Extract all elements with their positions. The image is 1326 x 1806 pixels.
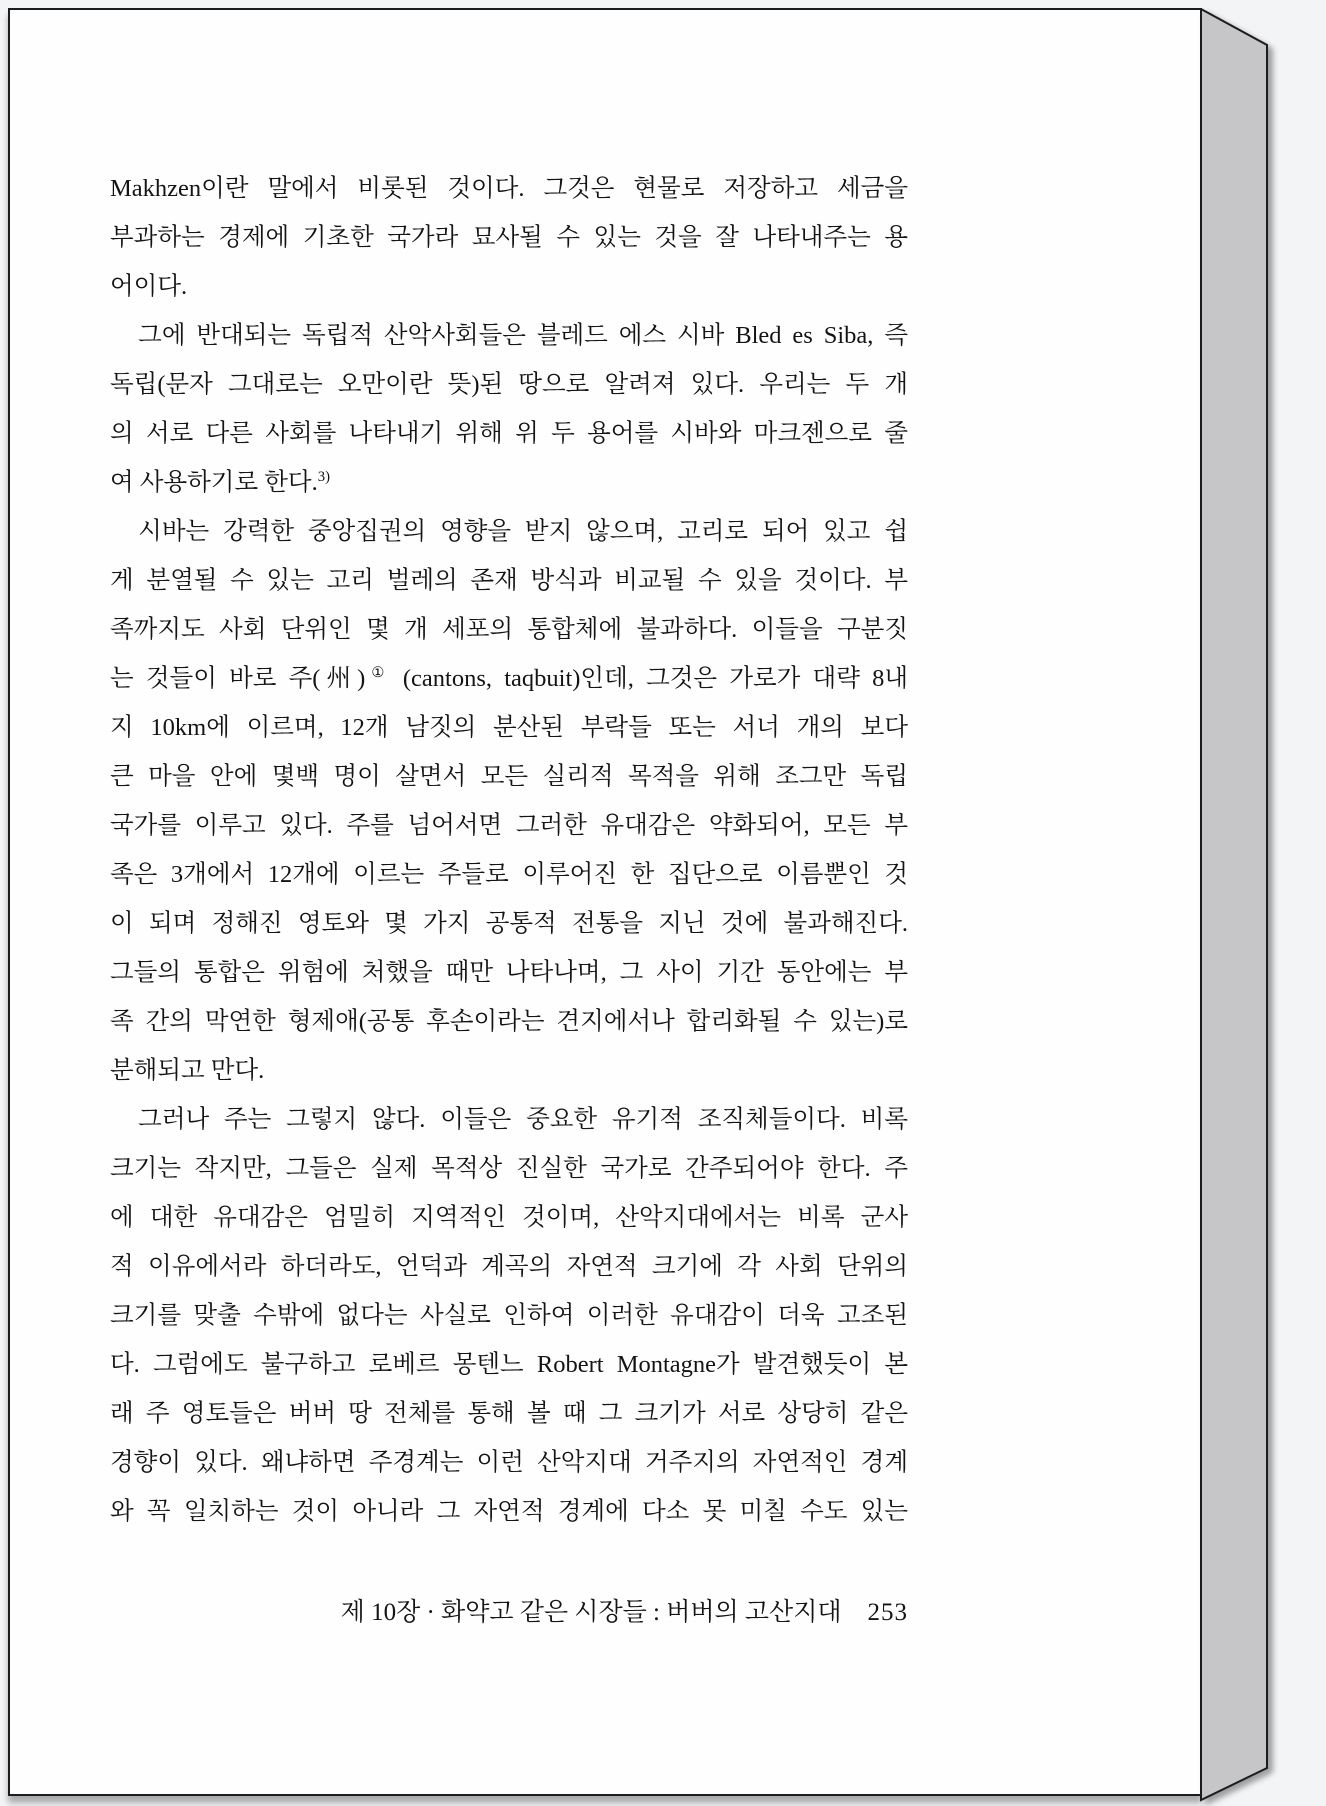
text-line: 다. 그럼에도 불구하고 로베르 몽텐느 Robert Montagne가 발견했듯이 본 <box>110 1351 908 1378</box>
text-line: 어이다. <box>110 273 188 300</box>
footnote-marker: 3) <box>317 468 330 485</box>
text-line: 큰 마을 안에 몇백 명이 살면서 모든 실리적 목적을 위해 조그만 독립 <box>110 763 908 790</box>
text-line: 게 분열될 수 있는 고리 벌레의 존재 방식과 비교될 수 있을 것이다. 부 <box>110 567 908 594</box>
text-line: 크기를 맞출 수밖에 없다는 사실로 인하여 이러한 유대감이 더욱 고조된 <box>110 1302 908 1329</box>
text-line: 여 사용하기로 한다.$^{3)}$ <box>110 468 330 496</box>
text-line: 이 되며 정해진 영토와 몇 가지 공통적 전통을 지닌 것에 불과해진다. <box>110 910 908 937</box>
text-line: 분해되고 만다. <box>110 1057 265 1084</box>
text-line: 그들의 통합은 위험에 처했을 때만 나타나며, 그 사이 기간 동안에는 부 <box>110 959 908 986</box>
footnote-marker: ① <box>365 664 391 681</box>
text-line: 족까지도 사회 단위인 몇 개 세포의 통합체에 불과하다. 이들을 구분짓 <box>110 616 908 643</box>
text-line: 시바는 강력한 중앙집권의 영향을 받지 않으며, 고리로 되어 있고 쉽 <box>138 518 908 545</box>
text-line: Makhzen이란 말에서 비롯된 것이다. 그것은 현물로 저장하고 세금을 <box>110 175 908 202</box>
text-line: 지 10km에 이르며, 12개 남짓의 분산된 부락들 또는 서너 개의 보다 <box>110 714 908 741</box>
text-line: 그러나 주는 그렇지 않다. 이들은 중요한 유기적 조직체들이다. 비록 <box>138 1106 908 1133</box>
text-line: 족은 3개에서 12개에 이르는 주들로 이루어진 한 집단으로 이름뿐인 것 <box>110 861 908 888</box>
text-line: 는 것들이 바로 주(州)① (cantons, taqbuit)인데, 그것은 가로가 대략 8내 <box>110 664 908 692</box>
running-title: 제 10장 · 화약고 같은 시장들 : 버버의 고산지대 <box>340 1599 842 1626</box>
text-line: 와 꼭 일치하는 것이 아니라 그 자연적 경계에 다소 못 미칠 수도 있는 <box>110 1498 908 1525</box>
text-line: 부과하는 경제에 기초한 국가라 묘사될 수 있는 것을 잘 나타내주는 용 <box>110 224 908 251</box>
text-line: 크기는 작지만, 그들은 실제 목적상 진실한 국가로 간주되어야 한다. 주 <box>110 1155 908 1182</box>
text-block <box>110 164 908 1536</box>
text-line: 독립(문자 그대로는 오만이란 뜻)된 땅으로 알려져 있다. 우리는 두 개 <box>110 371 908 398</box>
page-footer <box>110 1592 908 1628</box>
text-line: 의 서로 다른 사회를 나타내기 위해 위 두 용어를 시바와 마크젠으로 줄 <box>110 420 908 447</box>
text-line: 적 이유에서라 하더라도, 언덕과 계곡의 자연적 크기에 각 사회 단위의 <box>110 1253 908 1280</box>
text-line: 에 대한 유대감은 엄밀히 지역적인 것이며, 산악지대에서는 비록 군사 <box>110 1204 908 1231</box>
text-line: 국가를 이루고 있다. 주를 넘어서면 그러한 유대감은 약화되어, 모든 부 <box>110 812 908 839</box>
text-line: 래 주 영토들은 버버 땅 전체를 통해 볼 때 그 크기가 서로 상당히 같은 <box>110 1400 908 1427</box>
book-page <box>8 8 1202 1796</box>
text-line: 족 간의 막연한 형제애(공통 후손이라는 견지에서나 합리화될 수 있는)로 <box>110 1008 908 1035</box>
page-number: 253 <box>867 1599 908 1626</box>
text-line: 경향이 있다. 왜냐하면 주경계는 이런 산악지대 거주지의 자연적인 경계 <box>110 1449 908 1476</box>
page-edge-3d <box>1200 8 1270 1802</box>
text-line: 그에 반대되는 독립적 산악사회들은 블레드 에스 시바 Bled es Siba, 즉 <box>138 322 908 349</box>
